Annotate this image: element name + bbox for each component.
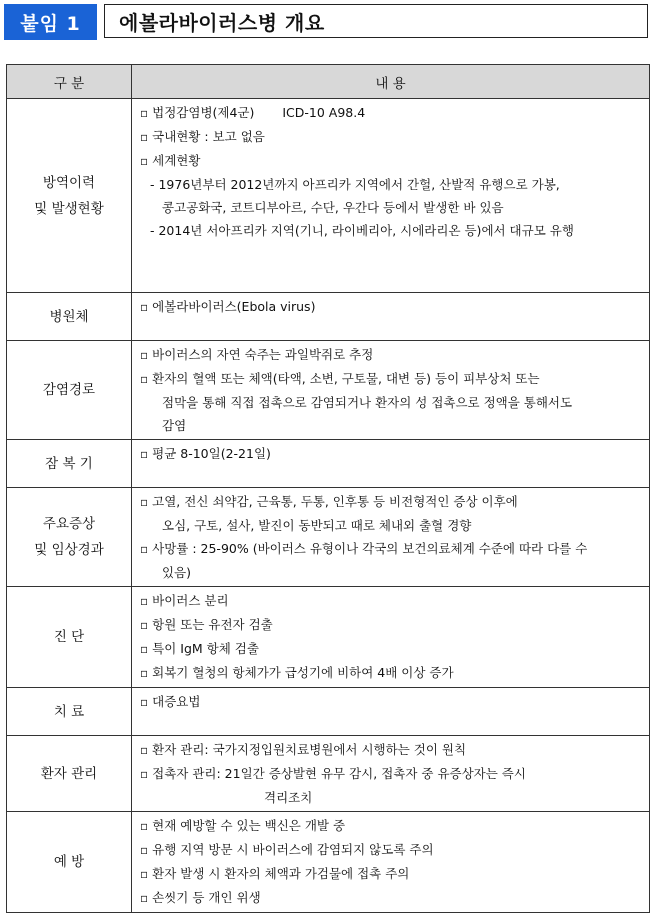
row-category <box>7 440 132 488</box>
line-text: 격리조치 <box>264 790 313 805</box>
category-label: 및 임상경과 <box>34 542 104 558</box>
column-header-content: 내 용 <box>132 65 650 99</box>
category-label: 치 료 <box>53 703 85 720</box>
bullet-item <box>140 367 643 391</box>
line-text: 감염 <box>162 418 187 433</box>
content-line <box>140 219 643 242</box>
bullet-item <box>140 862 643 886</box>
table-row <box>7 587 650 688</box>
overview-table <box>6 64 650 913</box>
line-text: 손씻기 등 개인 위생 <box>152 890 261 905</box>
row-category <box>7 488 132 587</box>
content-line <box>140 173 643 196</box>
row-category <box>7 587 132 688</box>
bullet-item <box>140 738 643 762</box>
line-text: 있음) <box>162 565 192 580</box>
line-text: 국내현황 : 보고 없음 <box>152 129 265 144</box>
table-row <box>7 688 650 736</box>
line-text: 항원 또는 유전자 검출 <box>152 617 273 632</box>
line-text: 환자 발생 시 환자의 체액과 가검물에 접촉 주의 <box>152 866 410 881</box>
line-text: 회복기 혈청의 항체가가 급성기에 비하여 4배 이상 증가 <box>152 665 454 680</box>
bullet-item <box>140 661 643 685</box>
bullet-item <box>140 490 643 514</box>
row-content <box>132 341 650 440</box>
row-content <box>132 812 650 913</box>
bullet-item <box>140 690 643 714</box>
category-label: 감염경로 <box>42 382 96 398</box>
line-text: 유행 지역 방문 시 바이러스에 감염되지 않도록 주의 <box>152 842 434 857</box>
row-category <box>7 293 132 341</box>
line-text: 바이러스 분리 <box>152 593 229 608</box>
bullet-item <box>140 295 643 319</box>
icd-code: ICD-10 A98.4 <box>282 105 366 120</box>
category-label: 잠 복 기 <box>45 455 93 472</box>
row-content <box>132 293 650 341</box>
content-line <box>140 196 643 219</box>
line-text: 현재 예방할 수 있는 백신은 개발 중 <box>152 818 346 833</box>
line-text: 사망률 : 25-90% (바이러스 유형이나 각국의 보건의료체계 수준에 따라 다를 수 <box>152 541 588 556</box>
content-line <box>140 561 643 584</box>
line-text: 점막을 통해 직접 접촉으로 감염되거나 환자의 성 접촉으로 정액을 통해서도 <box>162 395 573 410</box>
bullet-item <box>140 814 643 838</box>
row-content <box>132 587 650 688</box>
content-line <box>140 514 643 537</box>
table-row <box>7 736 650 812</box>
content-line <box>140 786 643 809</box>
table-row <box>7 99 650 293</box>
category-label: 환자 관리 <box>40 765 98 782</box>
bullet-item <box>140 589 643 613</box>
line-text: - 2014년 서아프리카 지역(기니, 라이베리아, 시에라리온 등)에서 대규모 유행 <box>150 223 574 238</box>
line-text: 오심, 구토, 설사, 발진이 동반되고 때로 체내외 출혈 경향 <box>162 518 472 533</box>
table-row <box>7 440 650 488</box>
bullet-item <box>140 886 643 910</box>
bullet-item <box>140 442 643 466</box>
page-title: 에볼라바이러스병 개요 <box>104 4 648 38</box>
table-row <box>7 341 650 440</box>
bullet-item <box>140 762 643 786</box>
category-label: 병원체 <box>49 308 89 325</box>
bullet-item <box>140 125 643 149</box>
bullet-item <box>140 101 643 125</box>
line-text: 고열, 전신 쇠약감, 근육통, 두통, 인후통 등 비전형적인 증상 이후에 <box>152 494 518 509</box>
category-label: 예 방 <box>53 854 85 870</box>
category-label: 방역이력 <box>42 174 96 191</box>
line-text: 평균 8-10일(2-21일) <box>152 446 271 461</box>
line-text: 세계현황 <box>152 153 201 168</box>
bullet-item <box>140 343 643 367</box>
bullet-item <box>140 149 643 173</box>
line-text: 특이 IgM 항체 검출 <box>152 641 259 656</box>
column-header-category: 구 분 <box>7 65 132 99</box>
bullet-item <box>140 613 643 637</box>
line-text: 콩고공화국, 코트디부아르, 수단, 우간다 등에서 발생한 바 있음 <box>162 200 504 215</box>
row-content <box>132 736 650 812</box>
table-row <box>7 812 650 913</box>
bullet-item <box>140 637 643 661</box>
row-category <box>7 812 132 913</box>
bullet-item <box>140 838 643 862</box>
row-category <box>7 99 132 293</box>
content-line <box>140 391 643 414</box>
line-text: 바이러스의 자연 숙주는 과일박쥐로 추정 <box>152 347 374 362</box>
category-label: 진 단 <box>53 629 85 645</box>
row-content <box>132 99 650 293</box>
line-text: 접촉자 관리: 21일간 증상발현 유무 감시, 접촉자 중 유증상자는 즉시 <box>152 766 526 781</box>
line-text: - 1976년부터 2012년까지 아프리카 지역에서 간헐, 산발적 유행으로 가봉, <box>150 177 560 192</box>
row-category <box>7 341 132 440</box>
category-label: 주요증상 <box>42 516 96 532</box>
table-header-row <box>7 65 650 99</box>
table-row <box>7 488 650 587</box>
appendix-label: 붙임 1 <box>4 4 97 40</box>
row-category <box>7 688 132 736</box>
row-category <box>7 736 132 812</box>
line-text: 환자의 혈액 또는 체액(타액, 소변, 구토물, 대변 등) 등이 피부상처 또는 <box>152 371 540 386</box>
content-line <box>140 414 643 437</box>
line-text: 에볼라바이러스(Ebola virus) <box>152 299 316 314</box>
line-text: 대증요법 <box>152 694 201 709</box>
line-text: 환자 관리: 국가지정입원치료병원에서 시행하는 것이 원칙 <box>152 742 467 757</box>
row-content <box>132 488 650 587</box>
category-label: 및 발생현황 <box>34 200 104 217</box>
bullet-item <box>140 537 643 561</box>
table-row <box>7 293 650 341</box>
row-content <box>132 440 650 488</box>
line-text: 법정감염병(제4군) <box>152 105 255 120</box>
row-content <box>132 688 650 736</box>
